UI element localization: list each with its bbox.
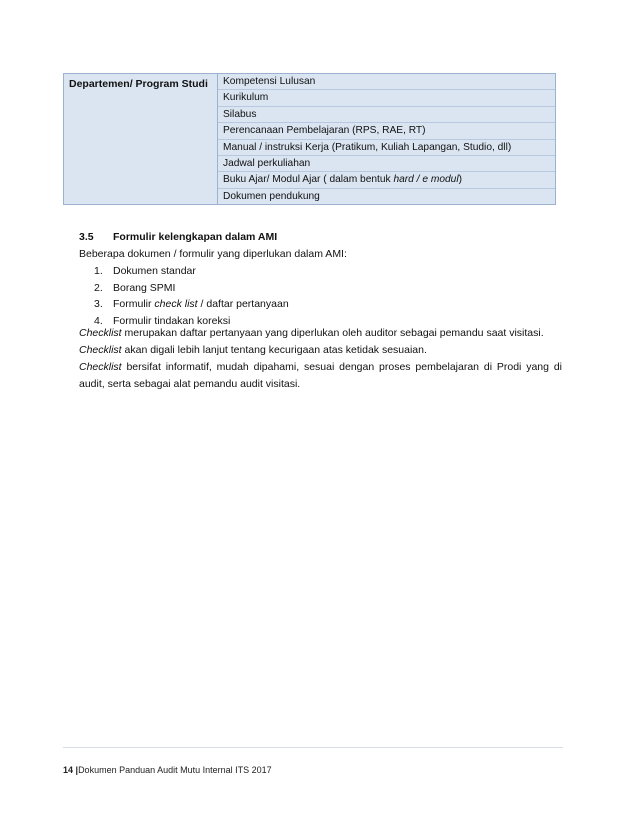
section-heading: [79, 231, 277, 243]
table-row-buku: [218, 172, 555, 188]
list-italic-text: check list: [154, 298, 198, 310]
table-row: Jadwal perkuliahan: [218, 156, 555, 172]
page-number: 14: [63, 765, 74, 775]
list-item: [94, 263, 289, 280]
footer-divider: [63, 747, 563, 748]
table-row: Kurikulum: [218, 90, 555, 106]
table-row: Dokumen pendukung: [223, 190, 320, 202]
paragraph-text: merupakan daftar pertanyaan yang diperlukan oleh auditor sebagai pemandu saat visitasi.: [121, 327, 544, 339]
table-row: Perencanaan Pembelajaran (RPS, RAE, RT): [218, 123, 555, 139]
row-italic-text: hard / e modul: [393, 174, 459, 186]
list-text: Formulir tindakan koreksi: [113, 314, 231, 327]
italic-term: Checklist: [79, 327, 122, 339]
paragraph-checklist-2: [79, 342, 562, 359]
list-text: Borang SPMI: [113, 281, 176, 294]
table-row: Manual / instruksi Kerja (Pratikum, Kuliah Lapangan, Studio, dll): [218, 140, 555, 156]
footer-text: Dokumen Panduan Audit Mutu Internal ITS 2017: [78, 765, 272, 775]
paragraph-checklist-3: [79, 359, 562, 393]
page-footer: [63, 765, 272, 775]
document-list: [94, 263, 289, 329]
list-number: 4.: [94, 314, 103, 327]
table-row: Kompetensi Lulusan: [218, 74, 555, 90]
section-title: Formulir kelengkapan dalam AMI: [113, 231, 278, 243]
row-text: Buku Ajar/ Modul Ajar ( dalam bentuk: [223, 174, 394, 186]
document-table: [63, 73, 556, 205]
list-text: / daftar pertanyaan: [197, 298, 289, 310]
table-row: Silabus: [218, 107, 555, 123]
section-intro: Beberapa dokumen / formulir yang diperlukan dalam AMI:: [79, 248, 347, 260]
row-text: ): [458, 174, 462, 186]
paragraph-checklist-1: [79, 325, 562, 342]
list-item: [94, 296, 289, 313]
paragraph-text: bersifat informatif, mudah dipahami, sesuai dengan proses pembelajaran di Prodi yang di audit, serta sebagai alat pemandu audit visitasi.: [79, 361, 562, 390]
list-text: Dokumen standar: [113, 265, 196, 277]
list-number: 1.: [94, 265, 103, 277]
list-item: [94, 280, 289, 297]
paragraph-text: akan digali lebih lanjut tentang kecurigaan atas ketidak sesuaian.: [121, 344, 427, 356]
footer-separator: |: [75, 765, 79, 775]
italic-term: Checklist: [79, 344, 122, 356]
section-number: 3.5: [79, 231, 94, 243]
list-number: 2.: [94, 281, 103, 294]
table-rows: [218, 74, 555, 204]
table-left-label: Departemen/ Program Studi: [69, 78, 208, 90]
italic-term: Checklist: [79, 361, 122, 373]
list-text: Formulir: [113, 298, 155, 310]
list-number: 3.: [94, 298, 103, 310]
